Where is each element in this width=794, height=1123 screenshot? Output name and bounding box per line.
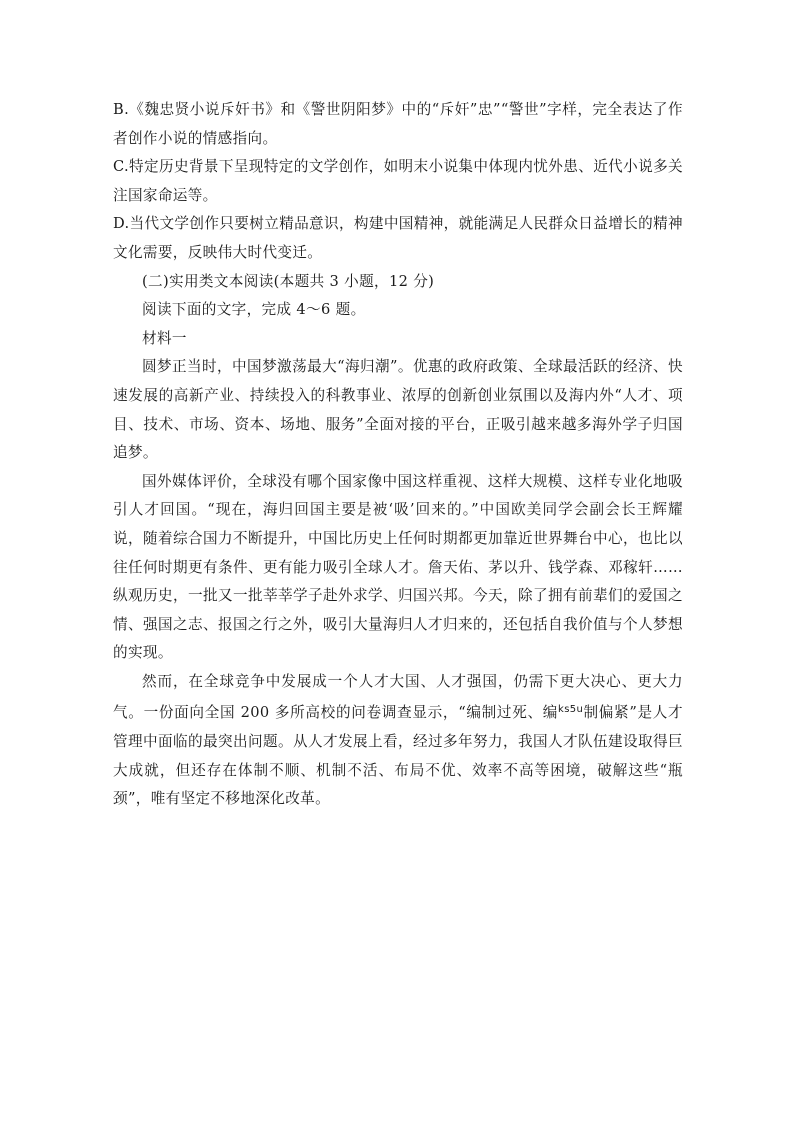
paragraph-2: 国外媒体评价，全球没有哪个国家像中国这样重视、这样大规模、这样专业化地吸引人才回国。“现在，海归回国主要是被‘吸’回来的。”中国欧美同学会副会长王辉耀说，随着综合国力不断提升，中国比历史上任何时期都更加靠近世界舞台中心，也比以往任何时期更有条件、更有能力吸引全球人才。詹天佑、茅以升、钱学森、邓稼轩……纵观历史，一批又一批莘莘学子赴外求学、归国兴邦。今天，除了拥有前辈们的爱国之情、强国之志、报国之行之外，吸引大量海归人才归来的，还包括自我价值与个人梦想的实现。 bbox=[113, 472, 683, 662]
option-b-label: B. bbox=[113, 101, 130, 118]
option-d-label: D. bbox=[113, 215, 130, 233]
section-instruction: 阅读下面的文字，完成 4～6 题。 bbox=[142, 301, 366, 319]
material-label: 材料一 bbox=[142, 329, 187, 347]
document-page bbox=[113, 96, 683, 814]
section-heading: (二)实用类文本阅读(本题共 3 小题，12 分) bbox=[142, 272, 435, 290]
option-b bbox=[113, 96, 683, 153]
option-d-text: 当代文学创作只要树立精品意识，构建中国精神，就能满足人民群众日益增长的精神文化需要，反映伟大时代变迁。 bbox=[113, 215, 683, 261]
paragraph-3-part-1: 然而，在全球竞争中发展成一个人才大国、人才强国，仍需下更大决心、更大力气。一份面向全国 200 多所高校的问卷调查显示，“编制过死、编 bbox=[113, 672, 683, 722]
watermark-mark: ks5u bbox=[558, 704, 584, 716]
option-c-label: C. bbox=[113, 158, 129, 176]
option-d bbox=[113, 210, 683, 267]
option-b-text: 《魏忠贤小说斥奸书》和《警世阴阳梦》中的“斥奸”忠”“警世”字样，完全表达了作者创作小说的情感指向。 bbox=[113, 101, 683, 147]
option-c-text: 特定历史背景下呈现特定的文学创作，如明末小说集中体现内忧外患、近代小说多关注国家命运等。 bbox=[113, 158, 683, 204]
paragraph-1: 圆梦正当时，中国梦激荡最大“海归潮”。优惠的政府政策、全球最活跃的经济、快速发展的高新产业、持续投入的科教事业、浓厚的创新创业氛围以及海内外“人才、项目、技术、市场、资本、场地、服务”全面对接的平台，正吸引越来越多海外学子归国追梦。 bbox=[113, 358, 683, 462]
paragraph-3 bbox=[113, 668, 683, 814]
option-c bbox=[113, 153, 683, 210]
paragraph-3-part-2: 制偏紧”是人才管理中面临的最突出问题。从人才发展上看，经过多年努力，我国人才队伍建设取得巨大成就，但还存在体制不顺、机制不活、布局不优、效率不高等困境，破解这些“瓶颈”，唯有坚定不移地深化改革。 bbox=[113, 704, 683, 808]
